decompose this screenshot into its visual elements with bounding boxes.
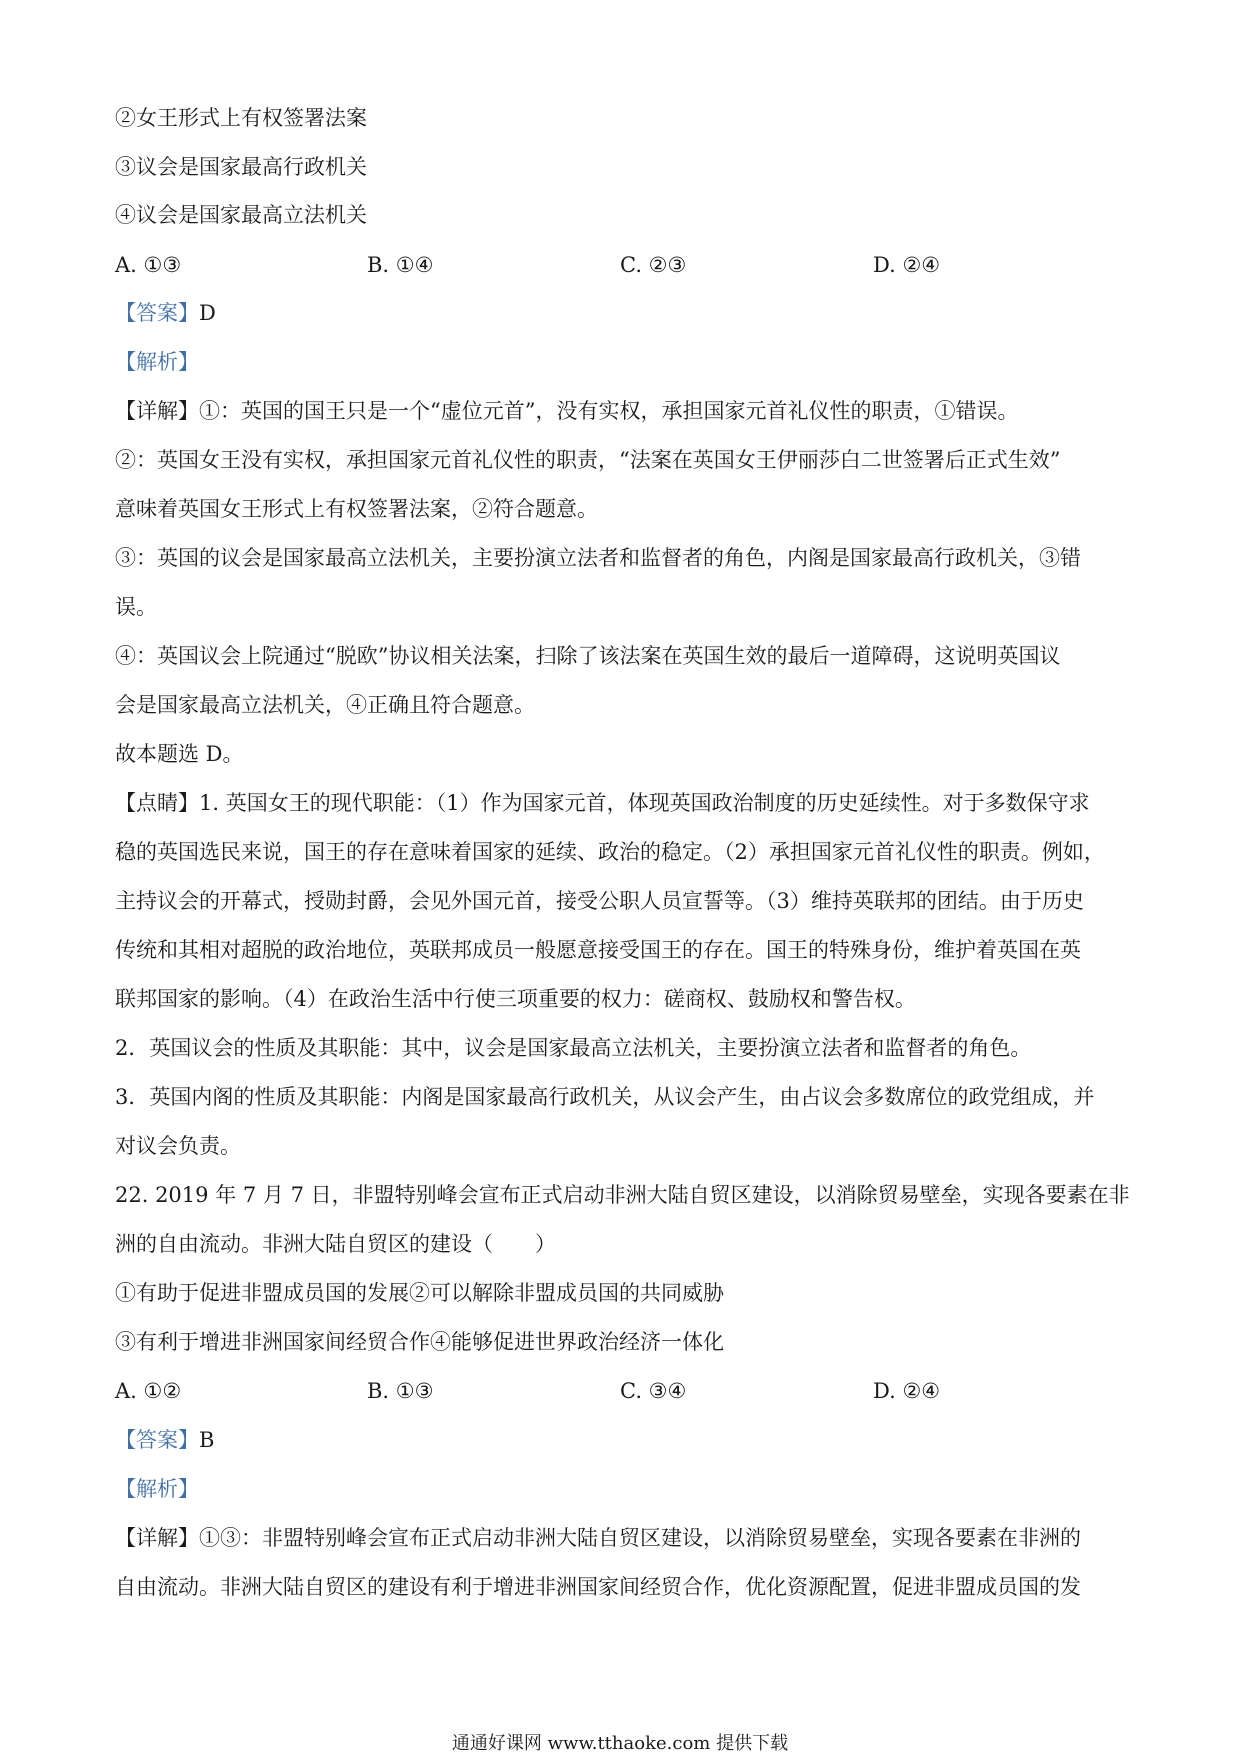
statement: ④议会是国家最高立法机关 bbox=[115, 203, 367, 227]
tips-text: 1. 英国女王的现代职能：（1）作为国家元首，体现英国政治制度的历史延续性。对于多数保守求 bbox=[199, 791, 1090, 815]
statement: ③有利于增进非洲国家间经贸合作④能够促进世界政治经济一体化 bbox=[115, 1330, 724, 1354]
option-c: C. ②③ bbox=[620, 253, 687, 277]
tips-line: 稳的英国选民来说，国王的存在意味着国家的延续、政治的稳定。（2）承担国家元首礼仪性的职责。例如， bbox=[115, 840, 1105, 864]
tips-tag: 【点睛】 bbox=[115, 791, 199, 815]
answer-tag: 【答案】 bbox=[115, 1428, 199, 1452]
option-b: B. ①③ bbox=[367, 1379, 434, 1403]
statement: ③议会是国家最高行政机关 bbox=[115, 155, 367, 179]
detail-line bbox=[115, 396, 1018, 426]
tips-line: 传统和其相对超脱的政治地位，英联邦成员一般愿意接受国王的存在。国王的特殊身份，维护着英国在英 bbox=[115, 938, 1081, 962]
option-a: A. ①② bbox=[115, 1379, 182, 1403]
option-b: B. ①④ bbox=[367, 253, 434, 277]
tips-line bbox=[115, 788, 1090, 818]
answer-tag: 【答案】 bbox=[115, 301, 199, 325]
tips-line: 2．英国议会的性质及其职能：其中，议会是国家最高立法机关，主要扮演立法者和监督者的角色。 bbox=[115, 1036, 1032, 1060]
statement: ②女王形式上有权签署法案 bbox=[115, 106, 367, 130]
detail-line: ③：英国的议会是国家最高立法机关，主要扮演立法者和监督者的角色，内阁是国家最高行政机关，③错 bbox=[115, 546, 1081, 570]
tips-line: 联邦国家的影响。（4）在政治生活中行使三项重要的权力：磋商权、鼓励权和警告权。 bbox=[115, 987, 916, 1011]
detail-line: 故本题选 D。 bbox=[115, 742, 244, 766]
answer-value: D bbox=[199, 301, 216, 325]
option-d: D. ②④ bbox=[873, 253, 941, 277]
option-d: D. ②④ bbox=[873, 1379, 941, 1403]
detail-text: ①：英国的国王只是一个“虚位元首”，没有实权，承担国家元首礼仪性的职责，①错误。 bbox=[199, 399, 1019, 423]
detail-text: ①③：非盟特别峰会宣布正式启动非洲大陆自贸区建设，以消除贸易壁垒，实现各要素在非洲的 bbox=[199, 1526, 1081, 1550]
detail-line: 自由流动。非洲大陆自贸区的建设有利于增进非洲国家间经贸合作，优化资源配置，促进非盟成员国的发 bbox=[115, 1575, 1081, 1599]
option-c: C. ③④ bbox=[620, 1379, 687, 1403]
detail-line: 误。 bbox=[115, 595, 157, 619]
detail-line: ④：英国议会上院通过“脱欧”协议相关法案，扫除了该法案在英国生效的最后一道障碍，这说明英国议 bbox=[115, 644, 1061, 668]
detail-line: 意味着英国女王形式上有权签署法案，②符合题意。 bbox=[115, 497, 598, 521]
statement: ①有助于促进非盟成员国的发展②可以解除非盟成员国的共同威胁 bbox=[115, 1281, 724, 1305]
detail-tag: 【详解】 bbox=[115, 1526, 199, 1550]
tips-line: 3．英国内阁的性质及其职能：内阁是国家最高行政机关，从议会产生，由占议会多数席位的政党组成，并 bbox=[115, 1085, 1095, 1109]
footer-source: 通通好课网 www.tthaoke.com 提供下载 bbox=[451, 1733, 789, 1754]
tips-line: 对议会负责。 bbox=[115, 1134, 241, 1158]
answer bbox=[115, 1425, 214, 1455]
analysis-heading: 【解析】 bbox=[115, 1477, 199, 1501]
analysis-heading: 【解析】 bbox=[115, 350, 199, 374]
tips-line: 主持议会的开幕式，授勋封爵，会见外国元首，接受公职人员宣誓等。（3）维持英联邦的团结。由于历史 bbox=[115, 889, 1084, 913]
detail-tag: 【详解】 bbox=[115, 399, 199, 423]
question-stem: 22. 2019 年 7 月 7 日，非盟特别峰会宣布正式启动非洲大陆自贸区建设，以消除贸易壁垒，实现各要素在非 bbox=[115, 1183, 1130, 1207]
answer-value: B bbox=[199, 1428, 215, 1452]
answer bbox=[115, 298, 216, 328]
option-a: A. ①③ bbox=[115, 253, 182, 277]
question-stem: 洲的自由流动。非洲大陆自贸区的建设（ ） bbox=[115, 1232, 556, 1256]
detail-line: ②：英国女王没有实权，承担国家元首礼仪性的职责，“法案在英国女王伊丽莎白二世签署后正式生效” bbox=[115, 448, 1061, 472]
detail-line bbox=[115, 1523, 1081, 1553]
detail-line: 会是国家最高立法机关，④正确且符合题意。 bbox=[115, 693, 535, 717]
